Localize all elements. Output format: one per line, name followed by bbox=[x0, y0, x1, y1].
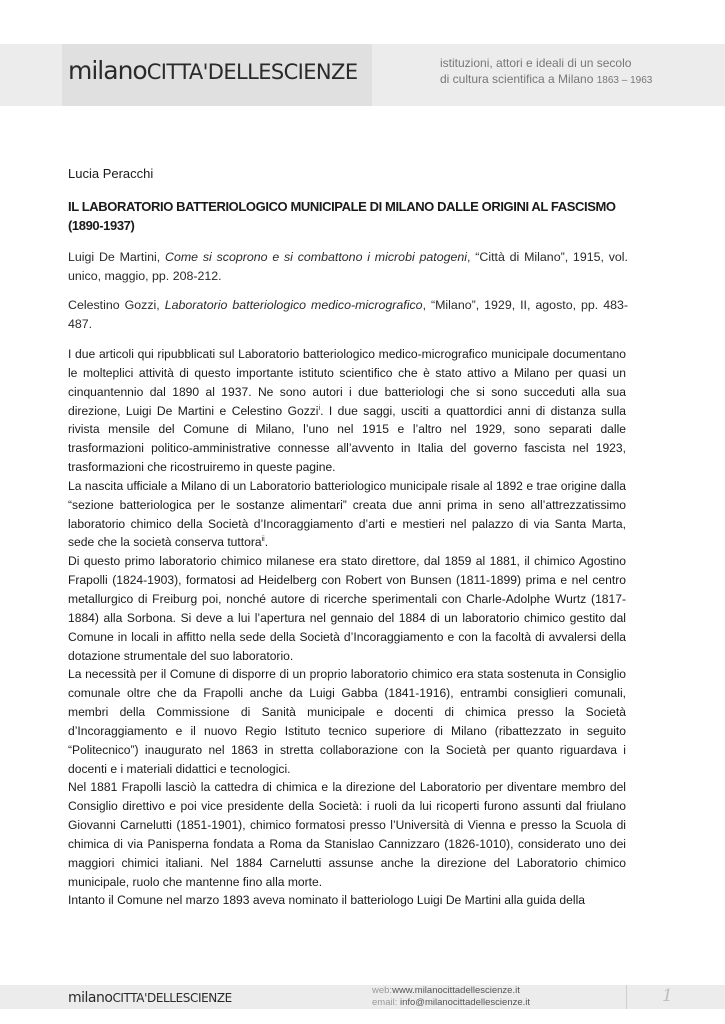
paragraph-5: Nel 1881 Frapolli lasciò la cattedra di chimica e la direzione del Laboratorio per diventare membro del Consiglio direttivo e poi vice presidente della Società: i ruoli da lui ricoperti furono assunti dal friulano Giovanni Carnelutti (1851-1901), chimico formatosi presso l’Università di Vienna e presso la Scuola di chimica di via Panisperna fondata a Roma da Stanislao Cannizzaro (1826-1010), considerato uno dei maggiori chimici italiani. Nel 1884 Carnelutti assunse anche la direzione del Laboratorio chimico municipale, ruolo che mantenne fino alla morte. bbox=[68, 780, 626, 889]
paragraph-2-text-b: . bbox=[264, 535, 269, 550]
footer-divider bbox=[626, 985, 627, 1009]
footnote-ref-i[interactable]: i bbox=[318, 404, 321, 412]
tagline-line2 bbox=[440, 71, 652, 89]
web-label: web: bbox=[372, 985, 393, 996]
source-citation-1 bbox=[68, 248, 628, 286]
paragraph-1-text-a: I due articoli qui ripubblicati sul Laboratorio batteriologico medico-micrografico municipale documentano le molteplici attività di questo importante istituto scientifico che è stato attivo a Milano per quasi un cinquantennio dal 1890 al 1937. Ne sono autori i due batteriologi che si sono succeduti alla sua direzione, Luigi De Martini e Celestino Gozzi bbox=[68, 347, 626, 418]
tagline-line2-text: di cultura scientifica a Milano bbox=[440, 72, 594, 86]
article-author: Lucia Peracchi bbox=[68, 166, 154, 181]
article-title: IL LABORATORIO BATTERIOLOGICO MUNICIPALE DI MILANO DALLE ORIGINI AL FASCISMO (1890-1937) bbox=[68, 199, 616, 233]
site-logo[interactable] bbox=[68, 56, 358, 85]
footer-contact bbox=[372, 985, 530, 1009]
paragraph-6: Intanto il Comune nel marzo 1893 aveva nominato il batteriologo Luigi De Martini alla guida della bbox=[68, 893, 585, 908]
source1-author: Luigi De Martini, bbox=[68, 250, 161, 264]
source1-title: Come si scoprono e si combattono i microbi patogeni bbox=[165, 250, 468, 264]
footer-logo[interactable] bbox=[68, 989, 232, 1007]
source2-author: Celestino Gozzi, bbox=[68, 298, 160, 312]
footnote-ref-ii[interactable]: ii bbox=[261, 536, 265, 544]
source2-title: Laboratorio batteriologico medico-micrografico bbox=[164, 298, 423, 312]
footer-logo-sub: CITTA'DELLESCIENZE bbox=[112, 991, 232, 1005]
paragraph-2-text-a: La nascita ufficiale a Milano di un Laboratorio batteriologico municipale risale al 1892 e trae origine dalla “sezione batteriologica per le sostanze alimentari” creata due anni prima in seno all’attrezzatissimo laboratorio chimico della Società d’Incoraggiamento d’arti e mestieri nel palazzo di via Santa Marta, sede che la società conserva tuttora bbox=[68, 478, 626, 550]
site-tagline bbox=[440, 55, 652, 89]
paragraph-4: La necessità per il Comune di disporre di un proprio laboratorio chimico era stata sostenuta in Consiglio comunale oltre che da Frapolli anche da Luigi Gabba (1841-1916), entrambi consiglieri comunali, membri della Commissione di Sanità municipale e docenti di chimica presso la Società d’Incoraggiamento e il nuovo Regio Istituto tecnico superiore di Milano (ribattezzato in seguito “Politecnico”) inaugurato nel 1863 in stretta collaborazione con la Società per quanto riguardava i docenti e i materiali didattici e tecnologici. bbox=[68, 667, 626, 776]
source-citation-2 bbox=[68, 296, 628, 334]
email-link[interactable]: info@milanocittadellescienze.it bbox=[399, 997, 531, 1008]
logo-sub: CITTA'DELLESCIENZE bbox=[146, 60, 358, 84]
page-number: 1 bbox=[662, 986, 673, 1006]
footer-email-line bbox=[372, 997, 530, 1009]
tagline-line1: istituzioni, attori e ideali di un secolo bbox=[440, 56, 632, 70]
paragraph-3: Di questo primo laboratorio chimico milanese era stato direttore, dal 1859 al 1881, il chimico Agostino Frapolli (1824-1903), formatosi ad Heidelberg con Robert von Bunsen (1811-1899) prima e nel centro metallurgico di Freiburg poi, nonché autore di ricerche sperimentali con Charle-Adolphe Wurtz (1817-1884) alla Sorbona. Si deve a lui l’apertura nel gennaio del 1884 di un laboratorio chimico gestito dal Comune in locali in affitto nella sede della Società d’Incoraggiamento e con la facoltà di avvalersi della dotazione strumentale del suo laboratorio. bbox=[68, 554, 626, 663]
source1-details: , “Città di Milano”, 1915, vol. unico, maggio, pp. 208-212. bbox=[68, 250, 629, 283]
source2-details: , “Milano”, 1929, II, agosto, pp. 483-487. bbox=[68, 298, 628, 331]
paragraph-1-text-b: . I due saggi, usciti a quattordici anni di distanza sulla rivista mensile del Comune di Milano, l’uno nel 1915 e l’altro nel 1929, sono separati dalle trasformazioni politico-amministrative connesse all’avvento in Italia del governo fascista nel 1923, trasformazioni che ricostruiremo in queste pagine. bbox=[68, 403, 626, 475]
email-label: email: bbox=[372, 997, 398, 1008]
logo-main: milano bbox=[68, 56, 147, 85]
tagline-years: 1863 – 1963 bbox=[596, 75, 653, 86]
footer-web-line bbox=[372, 985, 530, 997]
paragraph-2 bbox=[68, 477, 626, 552]
footer-logo-main: milano bbox=[68, 990, 113, 1006]
paragraph-1 bbox=[68, 345, 626, 477]
article-body bbox=[68, 345, 626, 910]
web-link[interactable]: www.milanocittadellescienze.it bbox=[392, 985, 520, 996]
